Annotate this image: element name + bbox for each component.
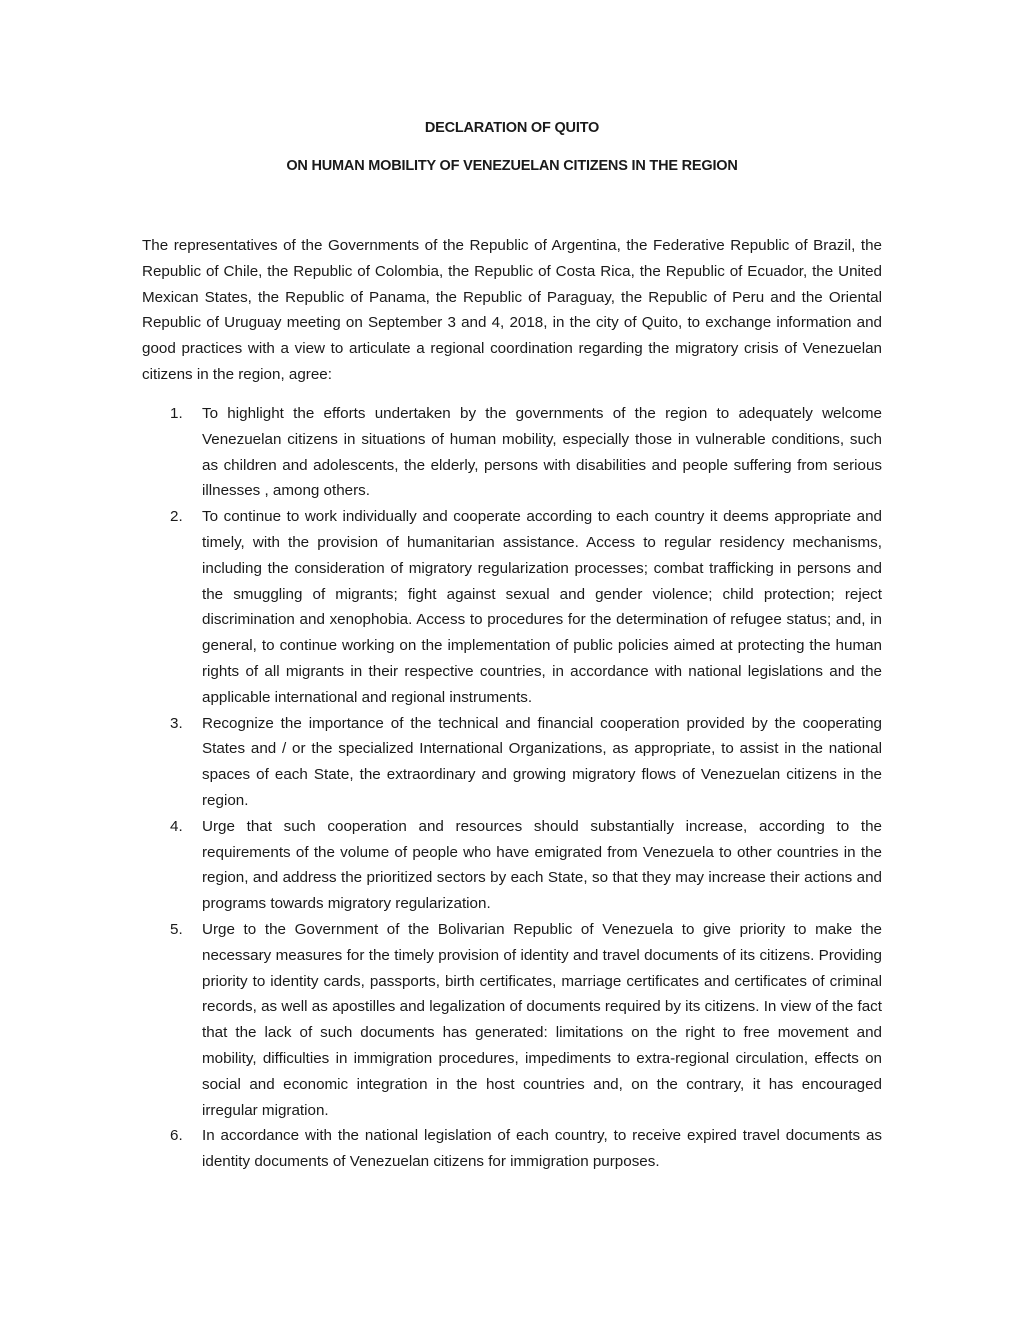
list-item-number: 2. xyxy=(170,508,183,526)
list-item xyxy=(142,401,882,504)
agreement-list xyxy=(142,401,882,1175)
list-item xyxy=(142,504,882,710)
list-item-text: To highlight the efforts undertaken by the governments of the region to adequately welcome Venezuelan citizens in situations of human mobility, especially those in vulnerable conditions, such as children and adolescents, the elderly, persons with disabilities and people suffering from serious illnesses , among others. xyxy=(202,405,882,500)
list-item-text: Urge that such cooperation and resources should substantially increase, according to the requirements of the volume of people who have emigrated from Venezuela to other countries in the region, and address the prioritized sectors by each State, so that they may increase their actions and programs towards migratory regularization. xyxy=(202,817,882,913)
list-item-text: In accordance with the national legislation of each country, to receive expired travel documents as identity documents of Venezuelan citizens for immigration purposes. xyxy=(202,1127,882,1171)
list-item xyxy=(142,814,882,917)
list-item-number: 4. xyxy=(170,817,183,835)
list-item-number: 3. xyxy=(170,714,183,732)
list-item-text: Urge to the Government of the Bolivarian Republic of Venezuela to give priority to make the necessary measures for the timely provision of identity and travel documents of its citizens. Providing priority to identity cards, passports, birth certificates, marriage certificates and certificates of criminal records, as well as apostilles and legalization of documents required by its citizens. In view of the fact that the lack of such documents has generated: limitations on the right to free movement and mobility, difficulties in immigration procedures, impediments to extra-regional circulation, effects on social and economic integration in the host countries and, on the contrary, it has encouraged irregular migration. xyxy=(202,920,882,1119)
list-item xyxy=(142,917,882,1123)
intro-paragraph: The representatives of the Governments of the Republic of Argentina, the Federative Republic of Brazil, the Republic of Chile, the Republic of Colombia, the Republic of Costa Rica, the Republic of Ecuador, the United Mexican States, the Republic of Panama, the Republic of Paraguay, the Republic of Peru and the Oriental Republic of Uruguay meeting on September 3 and 4, 2018, in the city of Quito, to exchange information and good practices with a view to articulate a regional coordination regarding the migratory crisis of Venezuelan citizens in the region, agree: xyxy=(142,237,882,383)
list-item-number: 1. xyxy=(170,405,183,422)
document-subtitle: ON HUMAN MOBILITY OF VENEZUELAN CITIZENS IN THE REGION xyxy=(286,158,738,174)
list-item-number: 5. xyxy=(170,920,183,938)
list-item xyxy=(142,711,882,814)
list-item-text: To continue to work individually and cooperate according to each country it deems appropriate and timely, with the provision of humanitarian assistance. Access to regular residency mechanisms, including the consideration of migratory regularization processes; combat trafficking in persons and the smuggling of migrants; fight against sexual and gender violence; child protection; reject discrimination and xenophobia. Access to procedures for the determination of refugee status; and, in general, to continue working on the implementation of public policies aimed at protecting the human rights of all migrants in their respective countries, in accordance with national legislations and the applicable international and regional instruments. xyxy=(202,508,882,706)
list-item-text: Recognize the importance of the technical and financial cooperation provided by the cooperating States and / or the specialized International Organizations, as appropriate, to assist in the national spaces of each State, the extraordinary and growing migratory flows of Venezuelan citizens in the region. xyxy=(202,714,882,809)
list-item xyxy=(142,1123,882,1175)
list-item-number: 6. xyxy=(170,1127,183,1145)
document-title: DECLARATION OF QUITO xyxy=(424,120,600,136)
